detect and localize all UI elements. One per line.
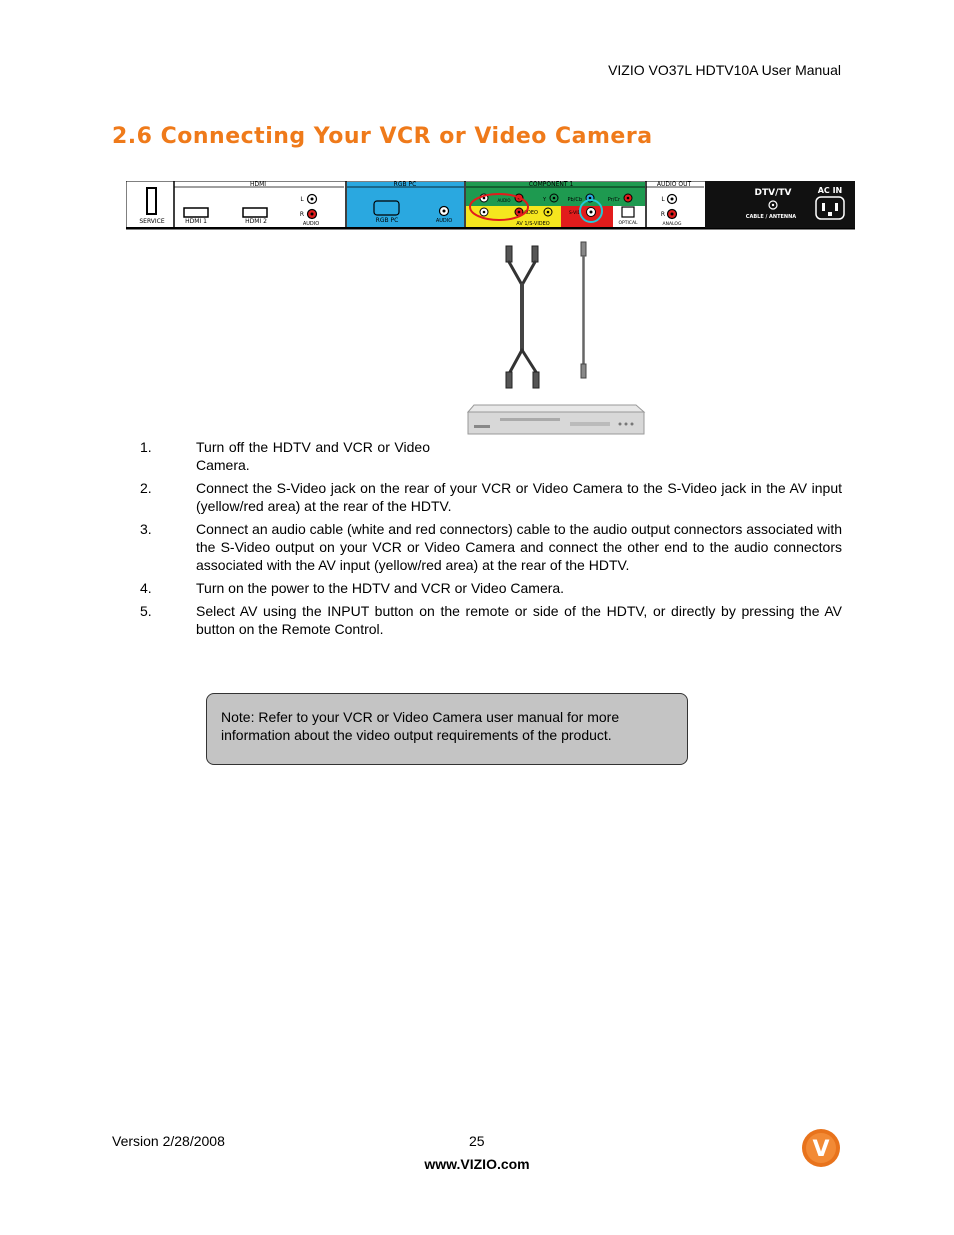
note-box: [206, 693, 688, 765]
step-text: Turn off the HDTV and VCR or Video Camera.: [196, 439, 430, 473]
footer-version: Version 2/28/2008: [112, 1133, 225, 1149]
manual-title: VIZIO VO37L HDTV10A User Manual: [608, 62, 841, 78]
svg-text:CABLE / ANTENNA: CABLE / ANTENNA: [745, 214, 797, 220]
audio-cable: [506, 246, 539, 388]
step-number: 5.: [140, 603, 152, 619]
vizio-logo: [801, 1128, 841, 1168]
step-text: Select AV using the INPUT button on the remote or side of the HDTV, or directly by pressing the AV button on the Remote Control.: [196, 603, 842, 637]
svg-text:Y: Y: [542, 197, 546, 203]
step-item: [140, 579, 842, 597]
logo-letter: V: [812, 1137, 830, 1162]
svg-text:S-VID: S-VID: [568, 211, 581, 216]
hdmi1-label: HDMI 1: [185, 218, 207, 225]
cable-vcr-illustration: [460, 240, 650, 440]
footer-url: www.VIZIO.com: [424, 1156, 530, 1172]
svg-text:ANALOG: ANALOG: [662, 222, 682, 227]
svg-text:DTV/TV: DTV/TV: [754, 188, 792, 198]
step-number: 4.: [140, 580, 152, 596]
svg-text:AUDIO OUT: AUDIO OUT: [656, 181, 692, 188]
svg-text:L: L: [661, 196, 665, 203]
rgb-pc-section: [347, 181, 464, 227]
svg-text:AUDIO: AUDIO: [497, 198, 511, 203]
step-text: Connect an audio cable (white and red connectors) cable to the audio output connectors associated with the S-Video output on your VCR or Video Camera and connect the other end to the audio connectors associated with the AV input (yellow/red area) at the rear of the HDTV.: [196, 521, 842, 573]
service-label: SERVICE: [139, 218, 165, 225]
svg-text:RGB PC: RGB PC: [393, 181, 417, 188]
step-item: [140, 438, 430, 474]
step-item: [140, 602, 842, 638]
svg-text:AUDIO: AUDIO: [302, 221, 320, 227]
section-title: 2.6 Connecting Your VCR or Video Camera: [112, 124, 653, 149]
instruction-steps: [140, 438, 842, 643]
svg-text:AC IN: AC IN: [817, 186, 843, 195]
svg-text:Pr/Cr: Pr/Cr: [607, 197, 620, 203]
tv-rear-panel: [126, 181, 855, 231]
page-number: 25: [469, 1133, 485, 1149]
step-number: 2.: [140, 480, 152, 496]
step-number: 3.: [140, 521, 152, 537]
power-antenna-section: [705, 181, 855, 228]
svg-text:OPTICAL: OPTICAL: [618, 221, 638, 226]
svg-text:COMPONENT 1: COMPONENT 1: [528, 181, 574, 188]
note-text: Note: Refer to your VCR or Video Camera user manual for more information about the video output requirements of the product.: [221, 709, 620, 743]
svg-text:Pb/Cb: Pb/Cb: [567, 197, 582, 203]
step-item: [140, 520, 842, 574]
svg-text:RGB PC: RGB PC: [375, 217, 399, 224]
svg-text:R: R: [660, 211, 666, 218]
hdmi-header: HDMI: [249, 181, 267, 188]
svg-text:R: R: [299, 211, 305, 218]
step-item: [140, 479, 842, 515]
svg-text:AV 1/S-VIDEO: AV 1/S-VIDEO: [516, 221, 550, 227]
step-number: 1.: [140, 439, 152, 455]
vcr-device: [468, 405, 644, 434]
svg-text:L: L: [300, 196, 304, 203]
step-text: Connect the S-Video jack on the rear of your VCR or Video Camera to the S-Video jack in the AV input (yellow/red area) at the rear of the HDTV.: [196, 480, 842, 514]
svg-text:AUDIO: AUDIO: [435, 218, 453, 224]
hdmi2-label: HDMI 2: [245, 218, 267, 225]
svg-text:VIDEO: VIDEO: [522, 210, 538, 216]
step-text: Turn on the power to the HDTV and VCR or Video Camera.: [196, 580, 565, 596]
svideo-cable: [581, 242, 586, 378]
